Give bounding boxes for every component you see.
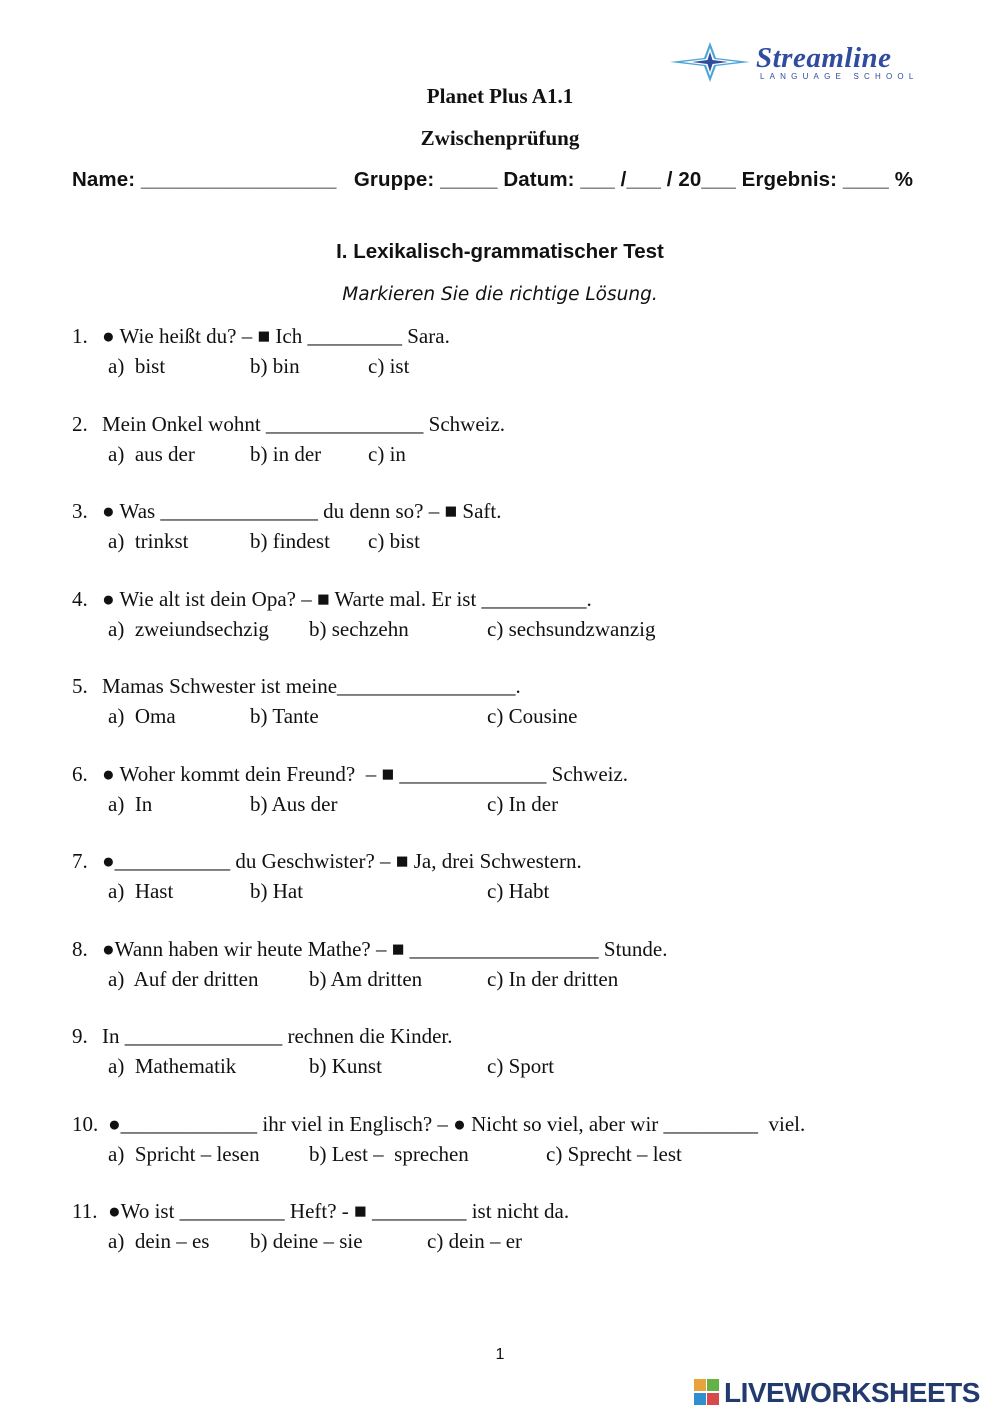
liveworksheets-text: LIVEWORKSHEETS [724,1377,980,1408]
answer-option-b[interactable]: b) Am dritten [309,967,423,991]
question-text: ● Was _______________ du denn so? – ■ Saft. [102,499,502,523]
question-text: ●Wo ist __________ Heft? - ■ _________ ist nicht da. [108,1199,570,1223]
question-number: 7. [72,849,88,873]
question-number: 8. [72,937,88,961]
question-number: 11. [72,1199,98,1223]
question-10 [72,1112,805,1137]
question-text: ● Wie alt ist dein Opa? – ■ Warte mal. Er ist __________. [102,587,592,611]
question-number: 1. [72,324,88,348]
student-info-line: Name: _________________ Gruppe: _____ Datum: ___ /___ / 20___ Ergebnis: ____ % [72,168,914,191]
answer-option-a[interactable]: a) Hast [108,879,174,903]
question-3 [72,499,502,524]
answer-option-c[interactable]: c) Habt [487,879,550,903]
answer-option-a[interactable]: a) Mathematik [108,1054,237,1078]
answer-option-a[interactable]: a) dein – es [108,1229,210,1253]
question-7 [72,849,582,874]
answer-option-b[interactable]: b) Hat [250,879,304,903]
answer-option-b[interactable]: b) Kunst [309,1054,382,1078]
question-number: 9. [72,1024,88,1048]
question-9 [72,1024,453,1049]
answer-option-a[interactable]: a) trinkst [108,529,189,553]
answer-option-b[interactable]: b) Tante [250,704,319,728]
streamline-logo [668,40,958,85]
answer-option-b[interactable]: b) Lest – sprechen [309,1142,469,1166]
question-text: ● Wie heißt du? – ■ Ich _________ Sara. [102,324,450,348]
answer-option-a[interactable]: a) aus der [108,442,195,466]
answer-option-a[interactable]: a) bist [108,354,166,378]
section-title: I. Lexikalisch-grammatischer Test [336,240,664,263]
question-text: ● Woher kommt dein Freund? – ■ ______________ Schweiz. [102,762,629,786]
answer-option-b[interactable]: b) Aus der [250,792,338,816]
question-1 [72,324,450,349]
logo-subtitle: LANGUAGE SCHOOL [760,72,919,81]
question-8 [72,937,668,962]
page-number: 1 [495,1346,505,1363]
question-2 [72,412,505,437]
answer-option-c[interactable]: c) bist [368,529,420,553]
question-number: 6. [72,762,88,786]
answer-option-b[interactable]: b) findest [250,529,330,553]
question-number: 5. [72,674,88,698]
question-text: ●Wann haben wir heute Mathe? – ■ __________________ Stunde. [102,937,668,961]
answer-option-c[interactable]: c) sechsundzwanzig [487,617,656,641]
question-text: ●___________ du Geschwister? – ■ Ja, drei Schwestern. [102,849,582,873]
answer-option-c[interactable]: c) dein – er [427,1229,523,1253]
liveworksheets-logo-icon [694,1379,720,1407]
answer-option-a[interactable]: a) In [108,792,153,816]
answer-option-b[interactable]: b) sechzehn [309,617,409,641]
question-number: 10. [72,1112,99,1136]
question-number: 3. [72,499,88,523]
question-11 [72,1199,569,1224]
section-instruction: Markieren Sie die richtige Lösung. [342,284,658,305]
answer-option-c[interactable]: c) in [368,442,406,466]
answer-option-c[interactable]: c) In der [487,792,559,816]
question-text: ●_____________ ihr viel in Englisch? – ● Nicht so viel, aber wir _________ viel. [108,1112,806,1136]
question-6 [72,762,628,787]
compass-star-icon [668,40,752,84]
liveworksheets-watermark [694,1376,994,1408]
answer-option-c[interactable]: c) Sprecht – lest [546,1142,682,1166]
answer-option-a[interactable]: a) Oma [108,704,176,728]
page-subtitle: Zwischenprüfung [420,126,580,150]
question-4 [72,587,592,612]
answer-option-a[interactable]: a) Spricht – lesen [108,1142,260,1166]
answer-option-c[interactable]: c) Sport [487,1054,555,1078]
question-5 [72,674,521,699]
answer-option-a[interactable]: a) zweiundsechzig [108,617,269,641]
answer-option-b[interactable]: b) in der [250,442,322,466]
question-number: 2. [72,412,88,436]
answer-option-c[interactable]: c) ist [368,354,410,378]
answer-option-b[interactable]: b) deine – sie [250,1229,363,1253]
page-title: Planet Plus A1.1 [426,84,574,108]
answer-option-c[interactable]: c) In der dritten [487,967,619,991]
answer-option-c[interactable]: c) Cousine [487,704,578,728]
logo-name: Streamline [756,42,892,74]
question-number: 4. [72,587,88,611]
answer-option-b[interactable]: b) bin [250,354,300,378]
answer-option-a[interactable]: a) Auf der dritten [108,967,259,991]
question-text: Mamas Schwester ist meine_________________. [102,674,521,698]
question-text: Mein Onkel wohnt _______________ Schweiz. [102,412,506,436]
question-text: In _______________ rechnen die Kinder. [102,1024,453,1048]
